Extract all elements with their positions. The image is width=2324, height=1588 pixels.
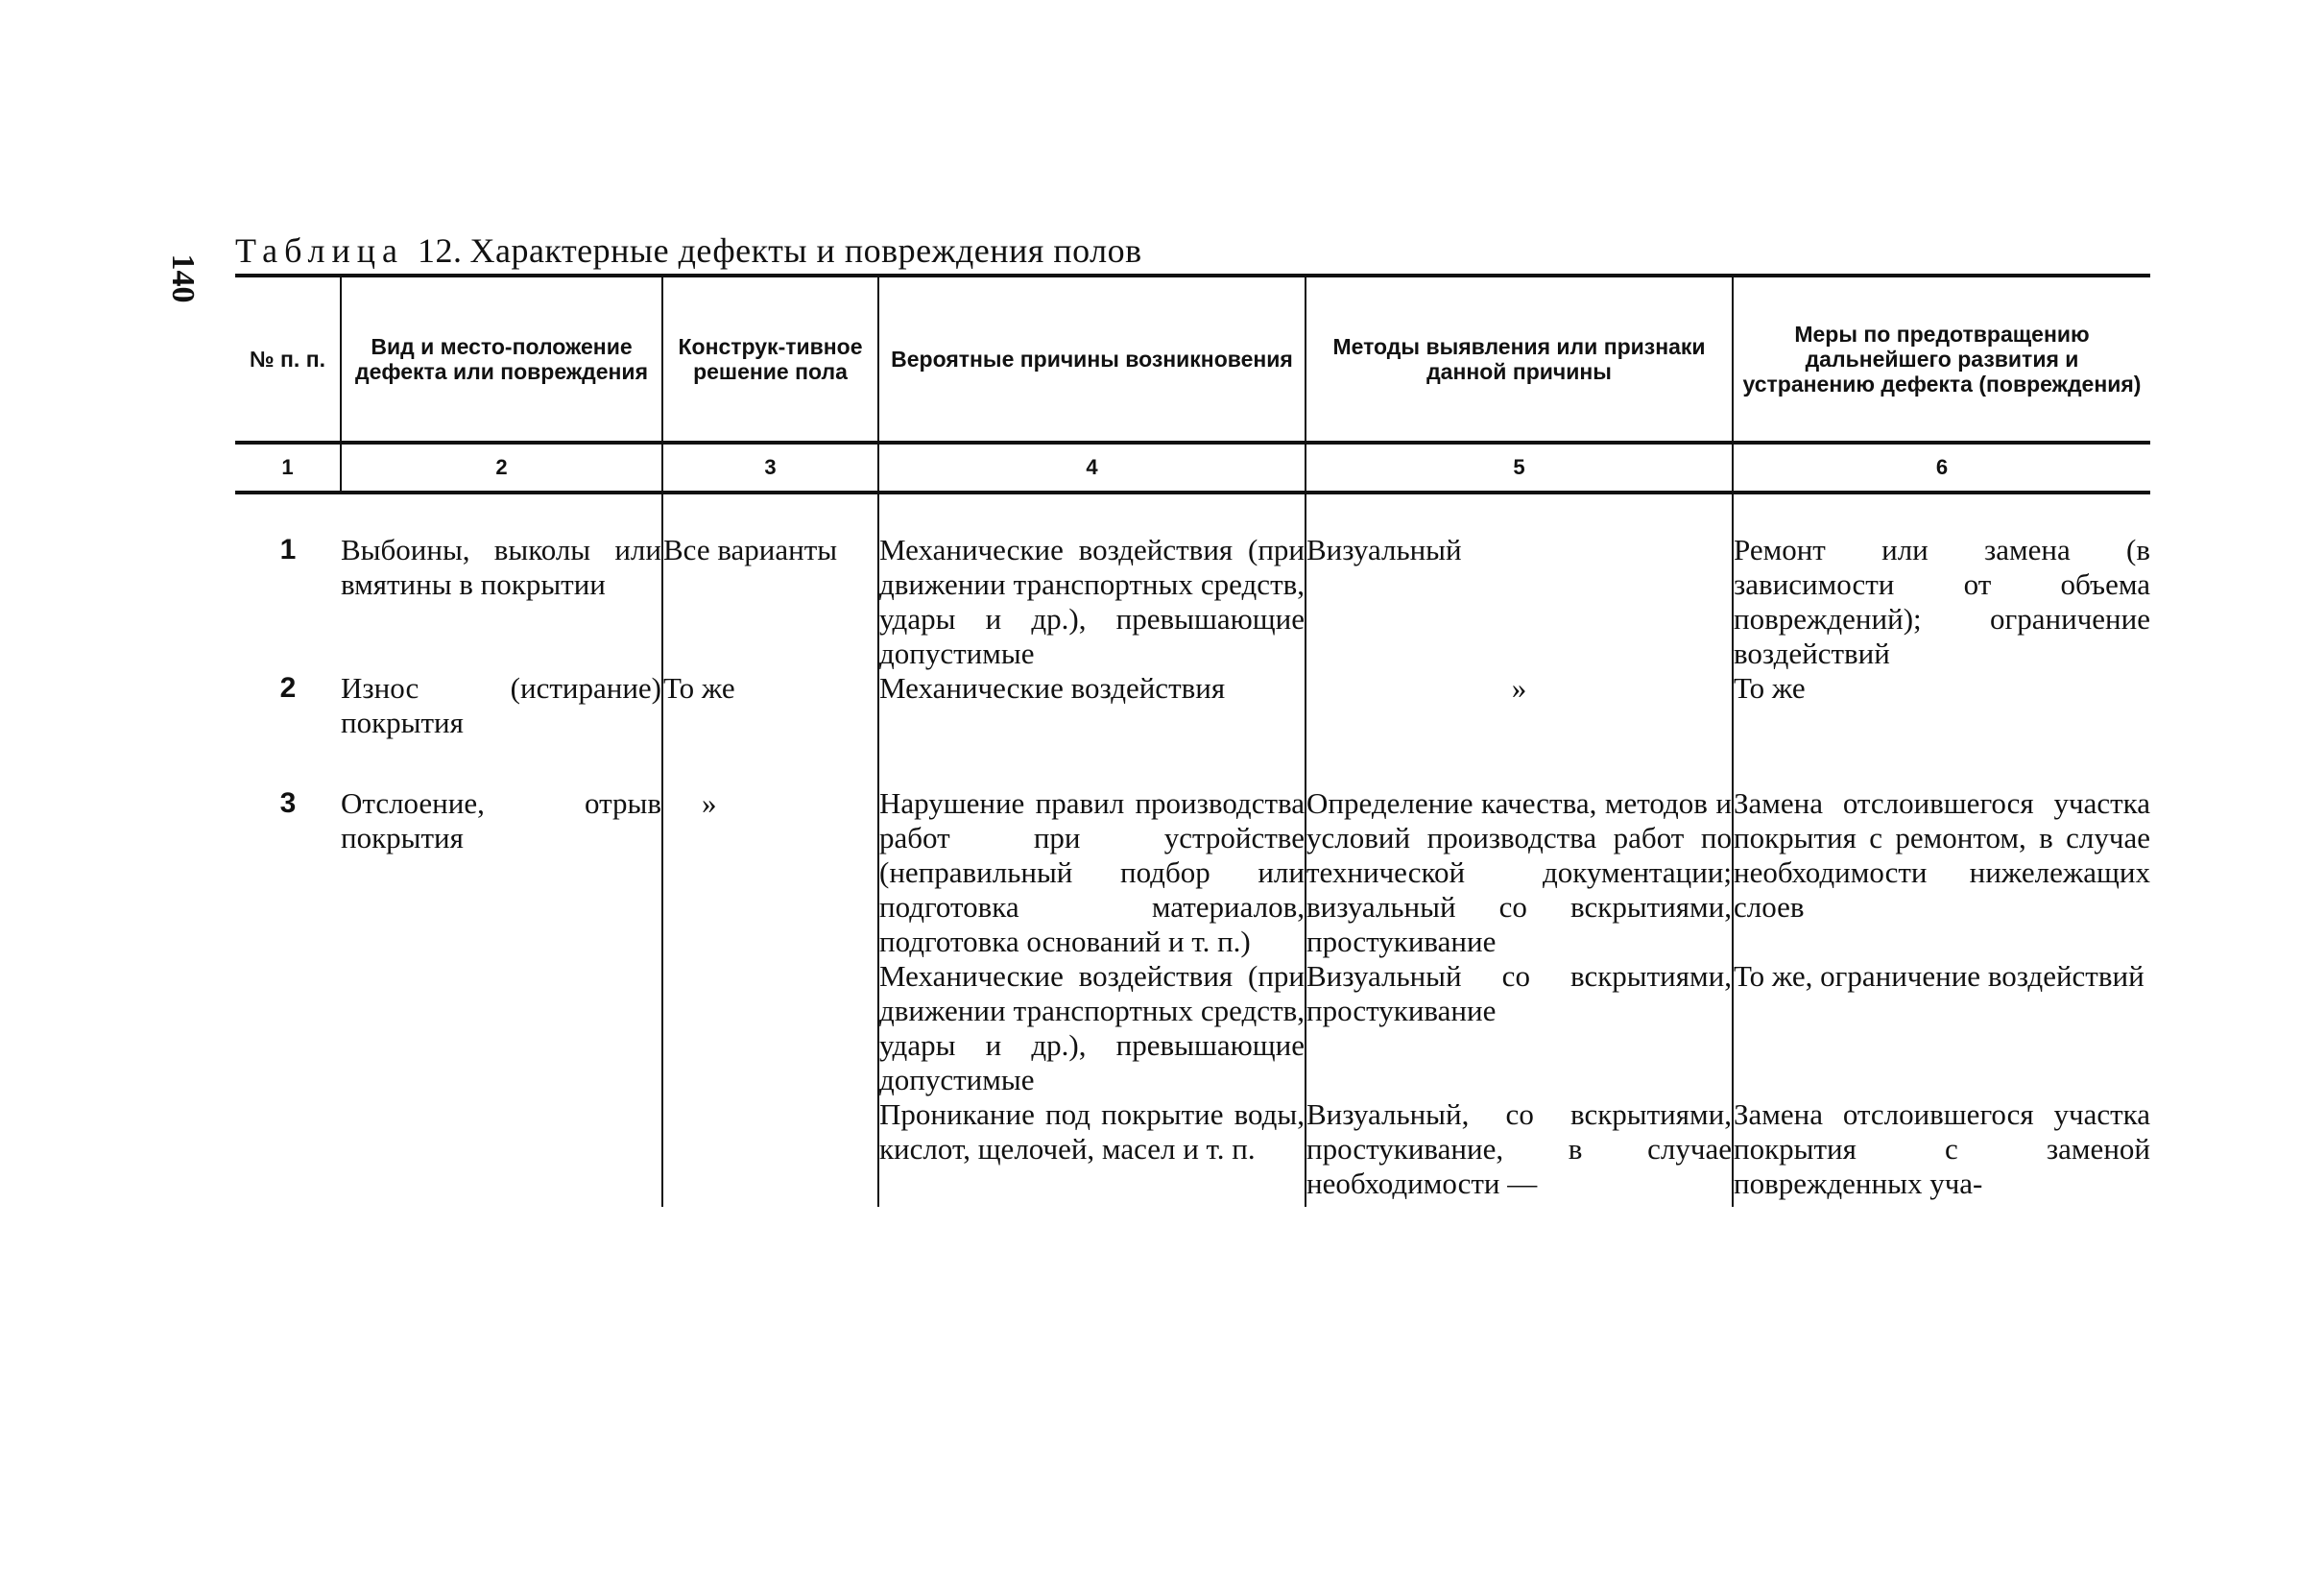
cause-cell: Механические воздействия (при движении транспортных средств, удары и др.), превышающие допустимые (879, 959, 1305, 1096)
table-title-number: 12. (417, 231, 463, 270)
design-cell (662, 959, 878, 1097)
page-number: 140 (165, 253, 201, 303)
col-index-6: 6 (1733, 443, 2150, 493)
row-number: 2 (279, 672, 297, 704)
table-row (235, 1097, 2150, 1207)
cause-cell: Нарушение правил производства работ при устройстве (неправильный подбор или подготовка материалов, подготовка оснований и т. п.) (878, 740, 1306, 959)
cause-cell: Проникание под покрытие воды, кислот, щелочей, масел и т. п. (878, 1097, 1306, 1207)
design-cell: Все варианты (662, 493, 878, 671)
cause-cell: Механические воздействия (при движении транспортных средств, удары и др.), превышающие допустимые (878, 493, 1306, 671)
method-cell: Визуальный, со вскрытиями, простукивание, в случае необходимости — (1306, 1097, 1733, 1207)
col-header-design: Конструк-тивное решение пола (662, 276, 878, 443)
row-number (235, 1097, 341, 1207)
col-index-5: 5 (1306, 443, 1733, 493)
col-index-4: 4 (878, 443, 1306, 493)
col-index-2: 2 (341, 443, 662, 493)
design-cell (662, 1097, 878, 1207)
defect-cell: Отслоение, отрыв покрытия (341, 740, 662, 959)
col-header-cause: Вероятные причины возникновения (878, 276, 1306, 443)
measure-cell: Замена отслоившегося участка покрытия с заменой поврежденных уча- (1734, 1097, 2150, 1200)
cause-cell: Механические воздействия (878, 671, 1306, 740)
defect-cell (341, 1097, 662, 1207)
method-cell: Определение качества, методов и условий производства работ по технической документации; визуальный со вскрытиями, простукивание (1306, 740, 1733, 959)
col-header-measure: Меры по предотвращению дальнейшего развития и устранению дефекта (повреждения) (1733, 276, 2150, 443)
table-row (235, 959, 2150, 1097)
method-cell: » (1306, 671, 1733, 740)
defect-cell: Износ (истирание) покрытия (341, 671, 661, 739)
measure-cell: То же (1734, 671, 1806, 705)
col-header-defect: Вид и место-положение дефекта или повреждения (341, 276, 662, 443)
measure-cell: Замена отслоившегося участка покрытия с ремонтом, в случае необходимости нижележащих слоев (1734, 786, 2150, 924)
table-title-text: Характерные дефекты и повреждения полов (469, 231, 1142, 270)
table-title-label: Таблица (235, 231, 404, 270)
header-row (235, 276, 2150, 443)
defect-cell (341, 959, 662, 1097)
table-row (235, 740, 2150, 959)
row-number: 1 (279, 534, 297, 565)
col-index-3: 3 (662, 443, 878, 493)
measure-cell: То же, ограничение воздействий (1734, 959, 2144, 993)
table-row (235, 493, 2150, 671)
defect-cell: Выбоины, выколы или вмятины в покрытии (341, 493, 662, 671)
column-index-row (235, 443, 2150, 493)
row-number: 3 (279, 787, 297, 819)
row-number (235, 959, 341, 1097)
measure-cell: Ремонт или замена (в зависимости от объема повреждений); ограничение воздействий (1734, 533, 2150, 670)
col-index-1: 1 (235, 443, 341, 493)
col-header-method: Методы выявления или признаки данной причины (1306, 276, 1733, 443)
table-row (235, 671, 2150, 740)
method-cell: Визуальный со вскрытиями, простукивание (1306, 959, 1733, 1097)
col-header-number: № п. п. (235, 276, 341, 443)
method-cell: Визуальный (1306, 493, 1733, 671)
table-title (235, 230, 1142, 271)
design-cell: » (662, 740, 878, 959)
design-cell: То же (662, 671, 878, 740)
defects-table (235, 274, 2150, 1207)
